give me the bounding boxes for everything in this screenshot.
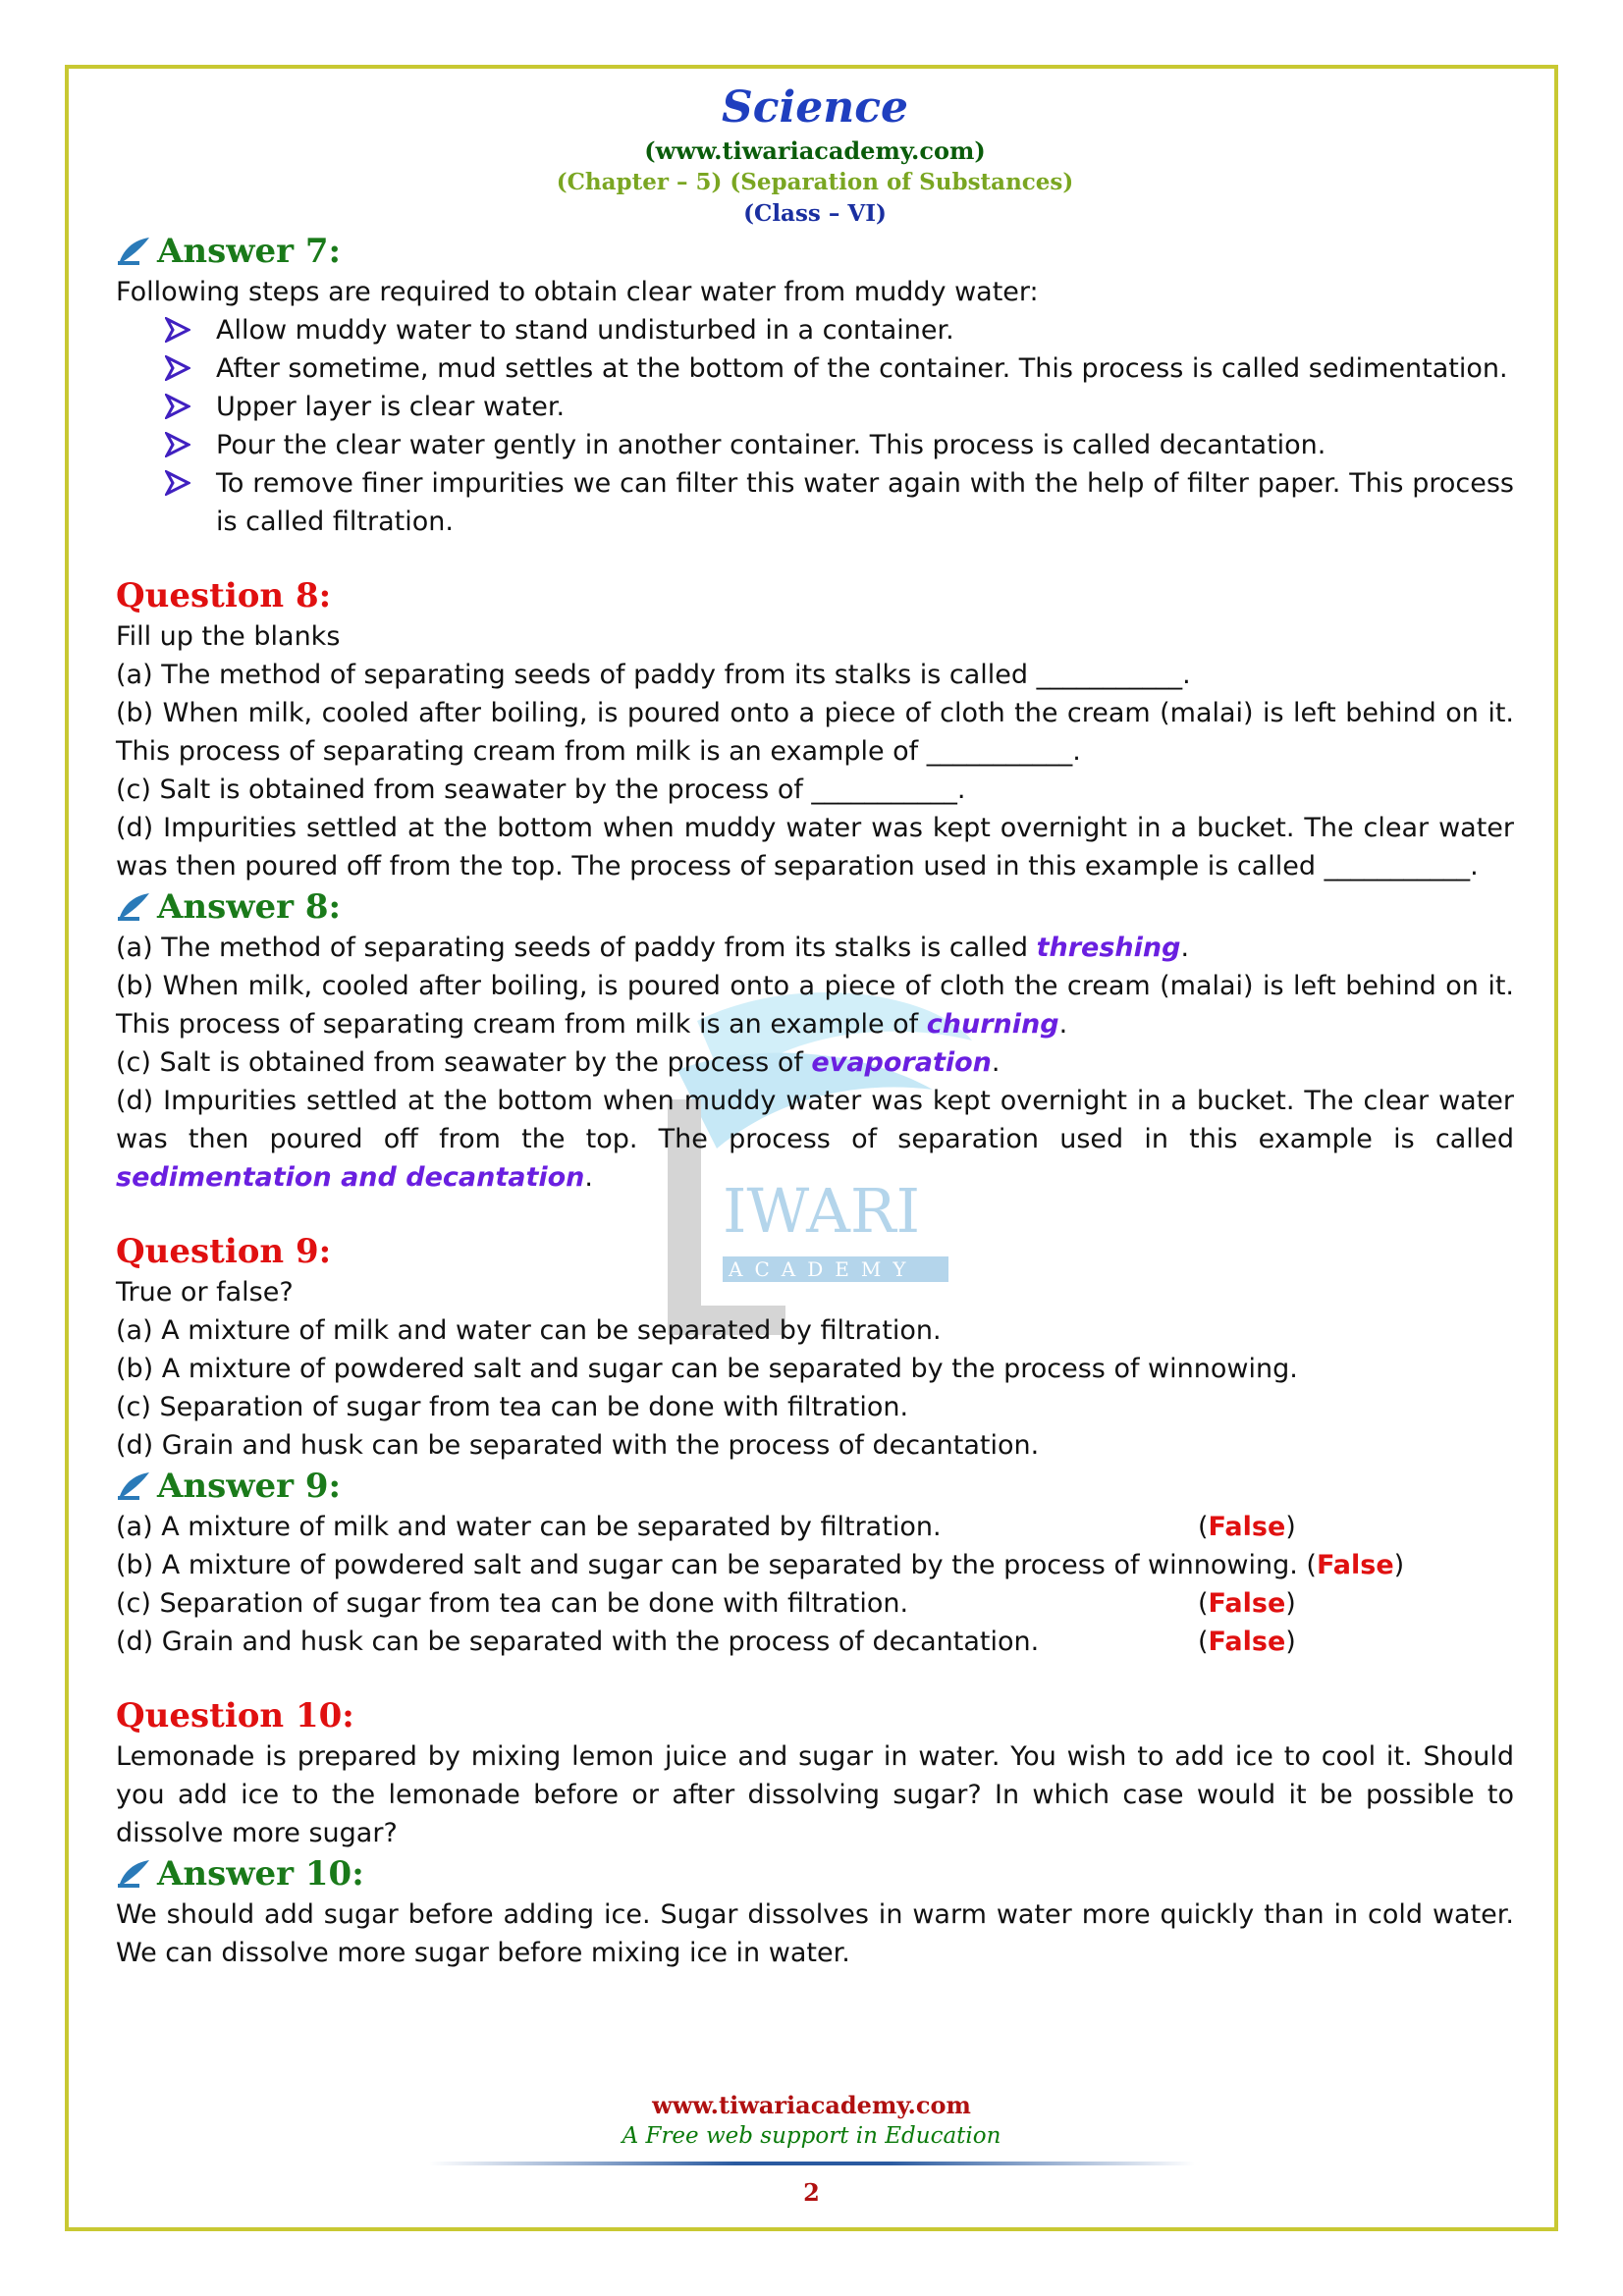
- question-10-heading: Question 10:: [116, 1696, 354, 1735]
- page-header: [116, 80, 1514, 230]
- arrow-bullet-icon: [165, 470, 190, 496]
- question-8-heading: Question 8:: [116, 576, 332, 615]
- answer-8-item-a: (a) The method of separating seeds of paddy from its stalks is called threshing.: [116, 933, 1190, 963]
- question-8-item-b: (b) When milk, cooled after boiling, is poured onto a piece of cloth the cream (malai) is left behind on it. This process of separating cream from milk is an example of ___________.: [116, 698, 1514, 767]
- list-item: To remove finer impurities we can filter this water again with the help of filter paper. This process is called filtration.: [165, 464, 1514, 541]
- footer-divider: [429, 2162, 1195, 2165]
- page-content: [116, 80, 1514, 1972]
- header-class: (Class – VI): [743, 200, 887, 227]
- list-item: After sometime, mud settles at the bottom of the container. This process is called sedimentation.: [165, 349, 1514, 388]
- page-footer: [0, 2091, 1623, 2213]
- arrow-bullet-icon: [165, 432, 190, 457]
- answer-9-item-d: (d) Grain and husk can be separated with the process of decantation. (False): [116, 1623, 1514, 1661]
- answer-10-text: We should add sugar before adding ice. Sugar dissolves in warm water more quickly than in cold water. We can dissolve more sugar before mixing ice in water.: [116, 1899, 1514, 1968]
- question-9-item-c: (c) Separation of sugar from tea can be done with filtration.: [116, 1392, 909, 1422]
- footer-tagline: A Free web support in Education: [622, 2123, 1001, 2149]
- answer-term: threshing: [1036, 933, 1181, 963]
- list-item: Upper layer is clear water.: [165, 388, 1514, 426]
- quill-icon: [116, 1858, 151, 1890]
- answer-term: churning: [926, 1009, 1059, 1040]
- question-9-item-b: (b) A mixture of powdered salt and sugar can be separated by the process of winnowing.: [116, 1354, 1298, 1384]
- question-9-item-a: (a) A mixture of milk and water can be separated by filtration.: [116, 1315, 942, 1346]
- list-item: Pour the clear water gently in another container. This process is called decantation.: [165, 426, 1514, 464]
- question-9-intro: True or false?: [116, 1277, 294, 1308]
- verdict: (False): [1306, 1550, 1405, 1580]
- verdict: (False): [1198, 1588, 1296, 1619]
- question-8-item-a: (a) The method of separating seeds of paddy from its stalks is called ___________.: [116, 660, 1191, 690]
- question-8-item-c: (c) Salt is obtained from seawater by the process of ___________.: [116, 774, 966, 805]
- answer-9-heading: Answer 9:: [116, 1465, 1514, 1508]
- question-9-item-d: (d) Grain and husk can be separated with the process of decantation.: [116, 1430, 1040, 1461]
- answer-9-item-a: (a) A mixture of milk and water can be separated by filtration. (False): [116, 1508, 1514, 1546]
- arrow-bullet-icon: [165, 317, 190, 343]
- question-8-item-d: (d) Impurities settled at the bottom when muddy water was kept overnight in a bucket. The clear water was then poured off from the top. The process of separation used in this example is called ___________.: [116, 813, 1514, 881]
- answer-8-item-c: (c) Salt is obtained from seawater by the process of evaporation.: [116, 1047, 1001, 1078]
- question-9-heading: Question 9:: [116, 1232, 332, 1271]
- answer-term: sedimentation and decantation: [116, 1162, 585, 1193]
- header-chapter: (Chapter – 5) (Separation of Substances): [556, 169, 1074, 195]
- question-10-text: Lemonade is prepared by mixing lemon juice and sugar in water. You wish to add ice to cool it. Should you add ice to the lemonade before or after dissolving sugar? In which case would it be possible to dissolve more sugar?: [116, 1741, 1514, 1848]
- list-item: Allow muddy water to stand undisturbed in a container.: [165, 311, 1514, 349]
- answer-8-item-d: (d) Impurities settled at the bottom when muddy water was kept overnight in a bucket. The clear water was then poured off from the top. The process of separation used in this example is called sedimentation and decantation.: [116, 1086, 1514, 1193]
- answer-7-intro: Following steps are required to obtain clear water from muddy water:: [116, 277, 1039, 307]
- answer-9-item-b: (b) A mixture of powdered salt and sugar can be separated by the process of winnowing. (False): [116, 1546, 1514, 1584]
- quill-icon: [116, 891, 151, 923]
- page-title: Science: [721, 82, 909, 133]
- answer-8-heading: Answer 8:: [116, 885, 1514, 929]
- svg-text:IWARI: IWARI: [723, 1175, 921, 1247]
- header-site: (www.tiwariacademy.com): [644, 136, 986, 165]
- quill-icon: [116, 236, 151, 267]
- question-8-intro: Fill up the blanks: [116, 621, 341, 652]
- answer-9-item-c: (c) Separation of sugar from tea can be done with filtration. (False): [116, 1584, 1514, 1623]
- answer-8-item-b: (b) When milk, cooled after boiling, is poured onto a piece of cloth the cream (malai) is left behind on it. This process of separating cream from milk is an example of churning.: [116, 971, 1514, 1040]
- verdict: (False): [1198, 1512, 1296, 1542]
- page-number: 2: [803, 2178, 820, 2207]
- verdict: (False): [1198, 1627, 1296, 1657]
- arrow-bullet-icon: [165, 355, 190, 381]
- answer-7-heading: Answer 7:: [116, 230, 1514, 273]
- svg-text:ACADEMY: ACADEMY: [729, 1257, 918, 1281]
- answer-term: evaporation: [811, 1047, 992, 1078]
- answer-7-list: [116, 311, 1514, 541]
- answer-10-heading: Answer 10:: [116, 1852, 1514, 1896]
- arrow-bullet-icon: [165, 394, 190, 419]
- quill-icon: [116, 1470, 151, 1502]
- footer-site-link[interactable]: www.tiwariacademy.com: [652, 2091, 971, 2119]
